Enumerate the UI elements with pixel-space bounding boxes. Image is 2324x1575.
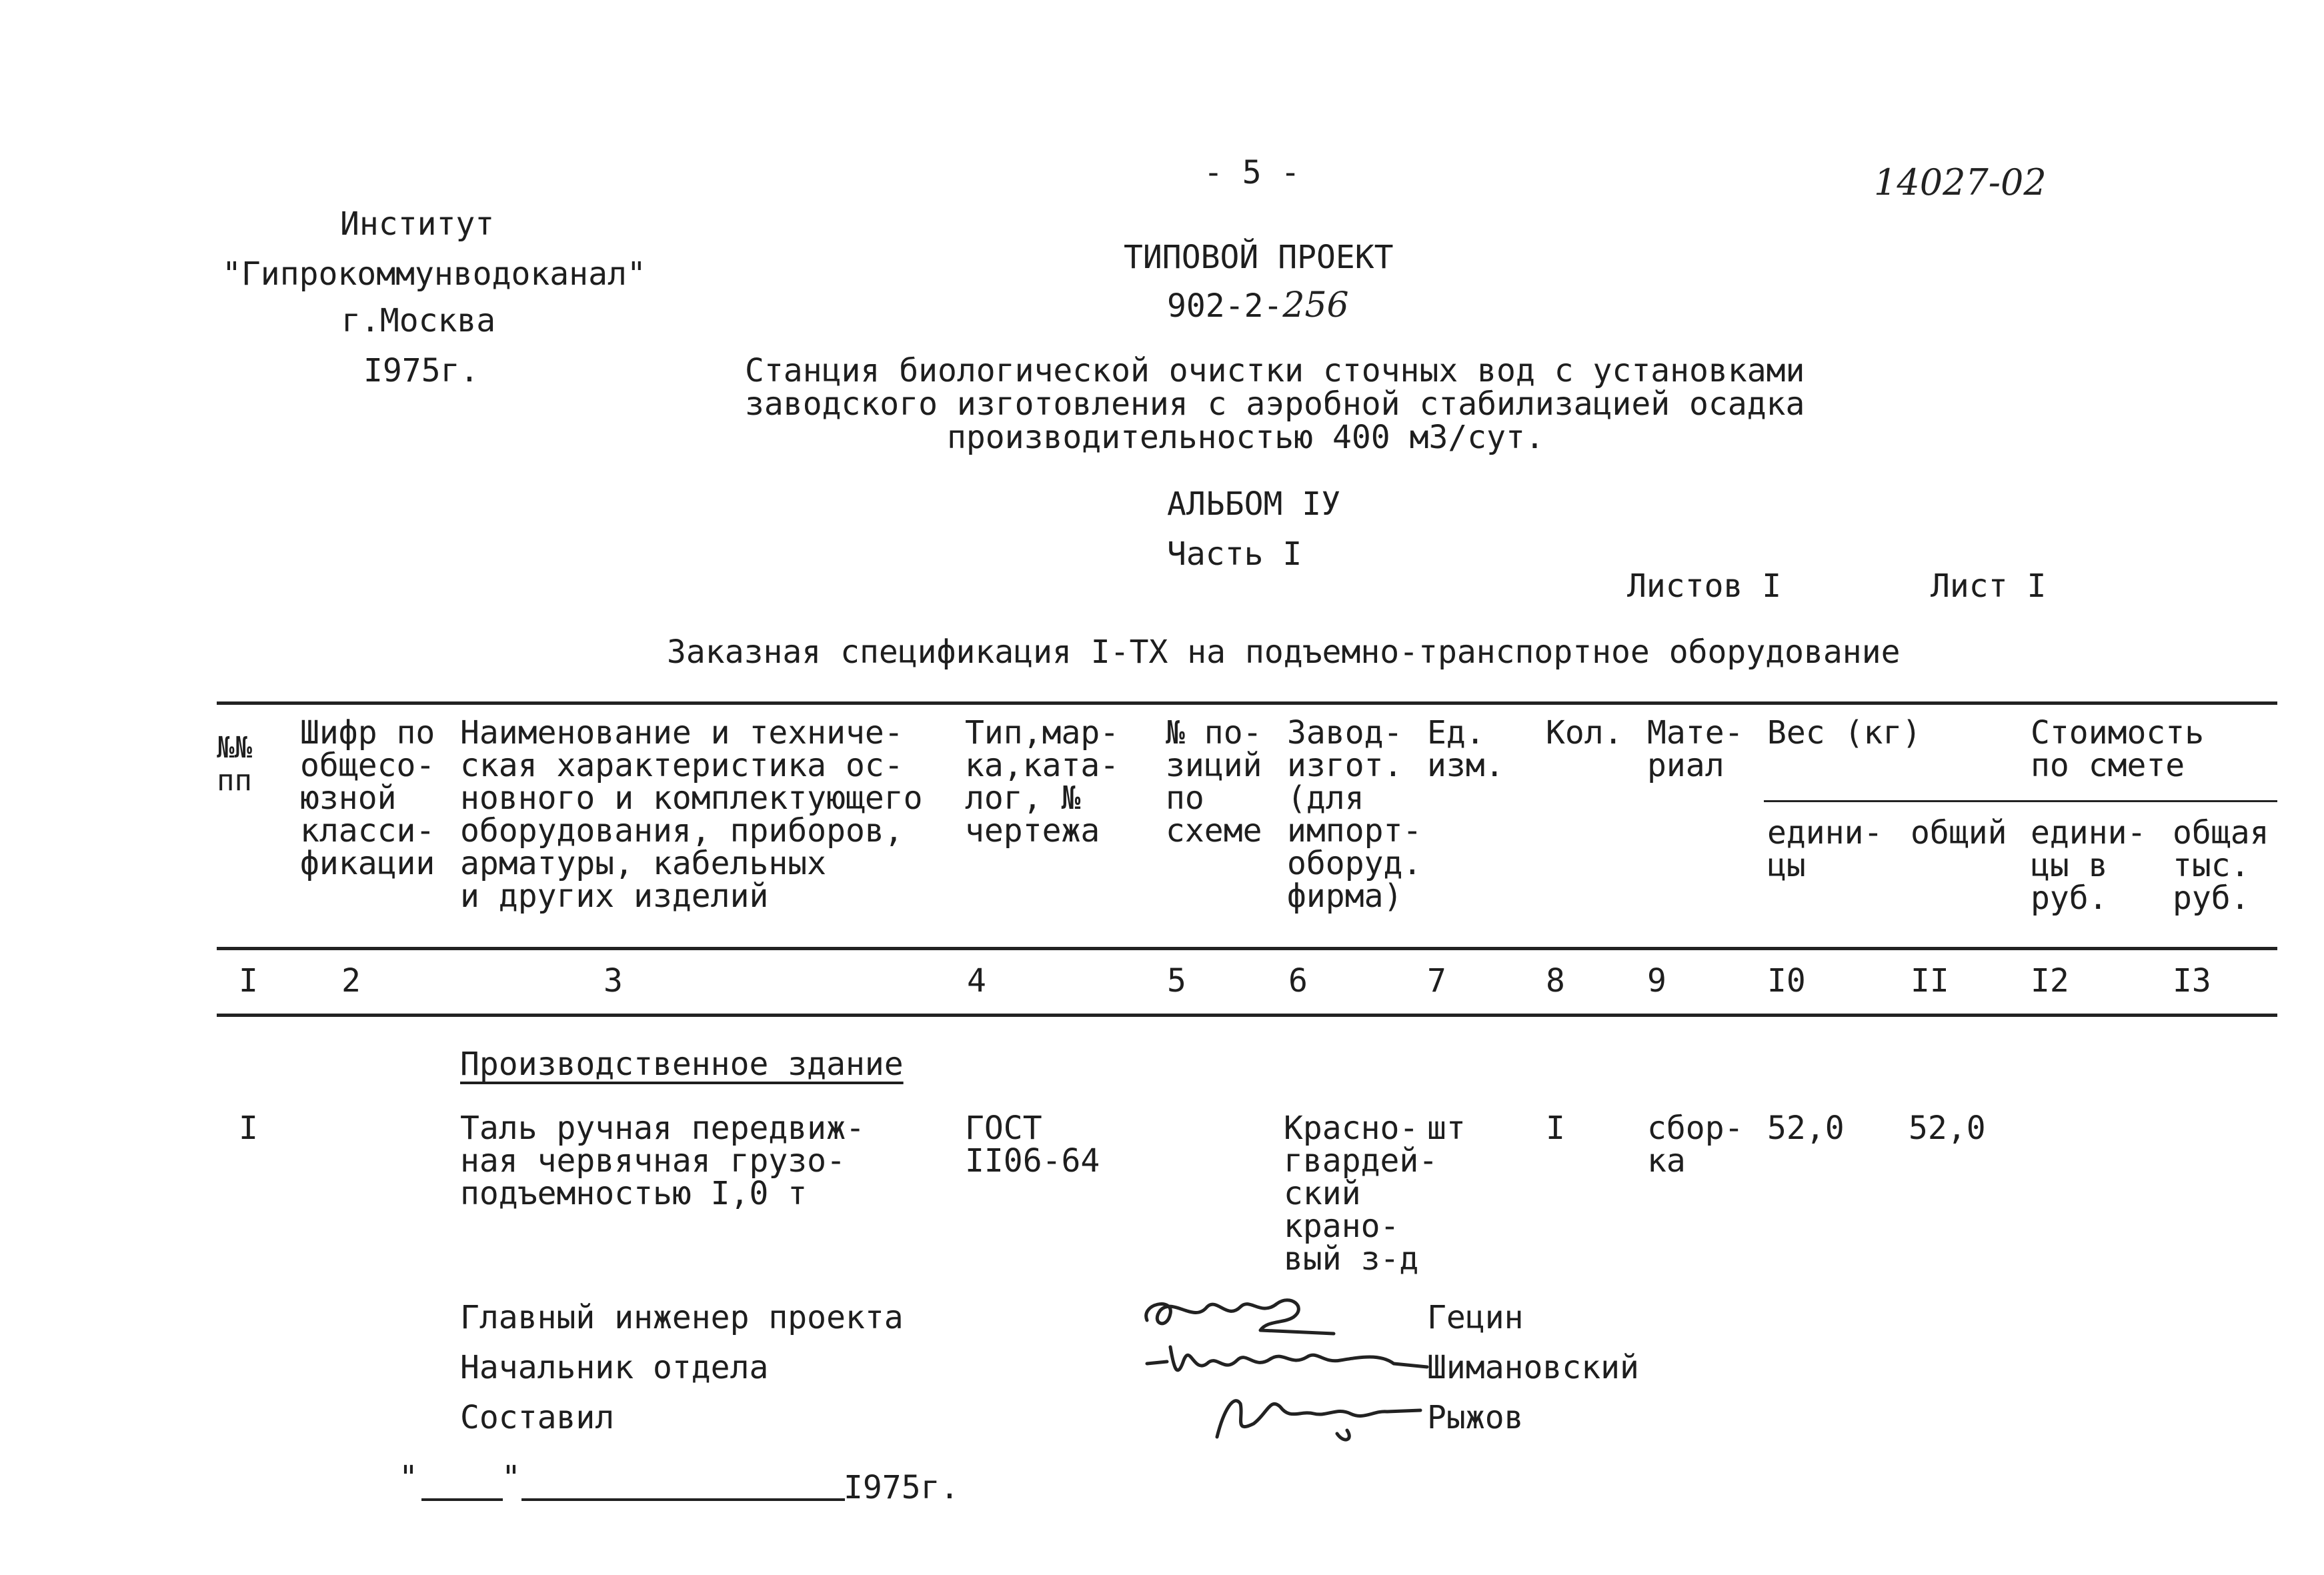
specification-title: Заказная спецификация I-ТХ на подъемно-транспортное оборудование <box>667 633 1901 671</box>
project-title-line1: Станция биологической очистки сточных вод с установками <box>745 352 1805 389</box>
row-unit: шт <box>1427 1110 1466 1147</box>
column-number: 5 <box>1167 962 1186 1000</box>
signature-scribble-compiler <box>1207 1384 1427 1450</box>
header-weight-group: Вес (кг) <box>1767 714 1922 751</box>
column-number: I3 <box>2173 962 2211 1000</box>
signature-scribble-department-head <box>1140 1334 1434 1387</box>
project-type-label: ТИПОВОЙ ПРОЕКТ <box>1124 239 1394 276</box>
row-material: сбор- ка <box>1647 1110 1744 1180</box>
row-quantity: I <box>1546 1110 1565 1147</box>
signature-name: Рыжов <box>1427 1399 1524 1436</box>
table-group-rule <box>1764 800 2277 802</box>
institute-line3: г.Москва <box>341 302 496 339</box>
header-weight-total: общий <box>1911 814 2007 852</box>
date-year: I975г. <box>844 1469 960 1506</box>
row-number: I <box>239 1110 258 1147</box>
header-cost-total: общая тыс. руб. <box>2173 814 2269 917</box>
date-month-blank <box>521 1498 845 1501</box>
column-number: I0 <box>1767 962 1806 1000</box>
table-top-rule <box>217 701 2277 705</box>
sheets-total: Листов I <box>1627 567 1782 605</box>
column-number: 3 <box>604 962 623 1000</box>
project-title-line3: производительностью 400 м3/сут. <box>947 419 1544 456</box>
row-name: Таль ручная передвиж- ная червячная грузо- подъемностью I,0 т <box>460 1110 865 1212</box>
section-title: Производственное здание <box>460 1046 904 1083</box>
header-quantity: Кол. <box>1546 714 1623 751</box>
column-number: I <box>239 962 258 1000</box>
album-label: АЛЬБОМ IУ <box>1167 485 1341 523</box>
row-weight-total: 52,0 <box>1909 1110 1986 1147</box>
header-cost-group: Стоимость по смете <box>2031 714 2205 784</box>
signature-name: Гецин <box>1427 1299 1524 1336</box>
column-number: 2 <box>341 962 361 1000</box>
page-number: - 5 - <box>1204 154 1300 191</box>
column-number: II <box>1911 962 1949 1000</box>
signature-role: Начальник отдела <box>460 1349 769 1386</box>
institute-year: I975г. <box>363 352 479 389</box>
date-close-quote: " <box>501 1459 521 1496</box>
project-number-suffix: 256 <box>1282 285 1349 325</box>
institute-line2: "Гипрокоммунводоканал" <box>222 255 646 293</box>
header-material: Мате- риал <box>1647 714 1744 784</box>
header-unit: Ед. изм. <box>1427 714 1504 784</box>
part-label: Часть I <box>1167 535 1302 573</box>
signature-name: Шимановский <box>1427 1349 1639 1386</box>
column-number: 9 <box>1647 962 1666 1000</box>
row-weight-unit: 52,0 <box>1767 1110 1845 1147</box>
header-classification-code: Шифр по общесо- юзной класси- фикации <box>300 714 435 882</box>
table-header-rule <box>217 947 2277 950</box>
header-row-number: №№ пп <box>217 731 252 798</box>
column-number: I2 <box>2031 962 2069 1000</box>
column-number: 8 <box>1546 962 1565 1000</box>
table-numbers-rule <box>217 1014 2277 1017</box>
row-manufacturer: Красно- гвардей- ский крано- вый з-д <box>1284 1110 1438 1278</box>
header-cost-unit: едини- цы в руб. <box>2031 814 2147 917</box>
header-position: № по- зиций по схеме <box>1166 714 1262 850</box>
project-number <box>1167 285 1349 325</box>
institute-line1: Институт <box>340 205 495 243</box>
document-number: 14027-02 <box>1874 161 2047 203</box>
header-name: Наименование и техниче- ская характеристика ос- новного и комплектующего оборудования, приборов, арматуры, кабельных и других изделий <box>460 714 923 915</box>
row-type: ГОСТ II06-64 <box>965 1110 1100 1180</box>
project-title-line2: заводского изготовления с аэробной стабилизацией осадка <box>745 385 1805 423</box>
header-manufacturer: Завод- изгот. (для импорт- оборуд. фирма) <box>1287 714 1422 915</box>
column-number: 6 <box>1288 962 1308 1000</box>
header-weight-unit: едини- цы <box>1767 814 1883 884</box>
project-number-prefix: 902-2- <box>1167 287 1283 325</box>
date-open-quote: " <box>399 1459 418 1496</box>
column-number: 4 <box>967 962 986 1000</box>
column-number: 7 <box>1427 962 1446 1000</box>
signature-role: Составил <box>460 1399 615 1436</box>
header-type: Тип,мар- ка,ката- лог, № чертежа <box>965 714 1120 850</box>
date-day-blank <box>421 1498 503 1501</box>
sheet-current: Лист I <box>1931 567 2047 605</box>
signature-role: Главный инженер проекта <box>460 1299 904 1336</box>
